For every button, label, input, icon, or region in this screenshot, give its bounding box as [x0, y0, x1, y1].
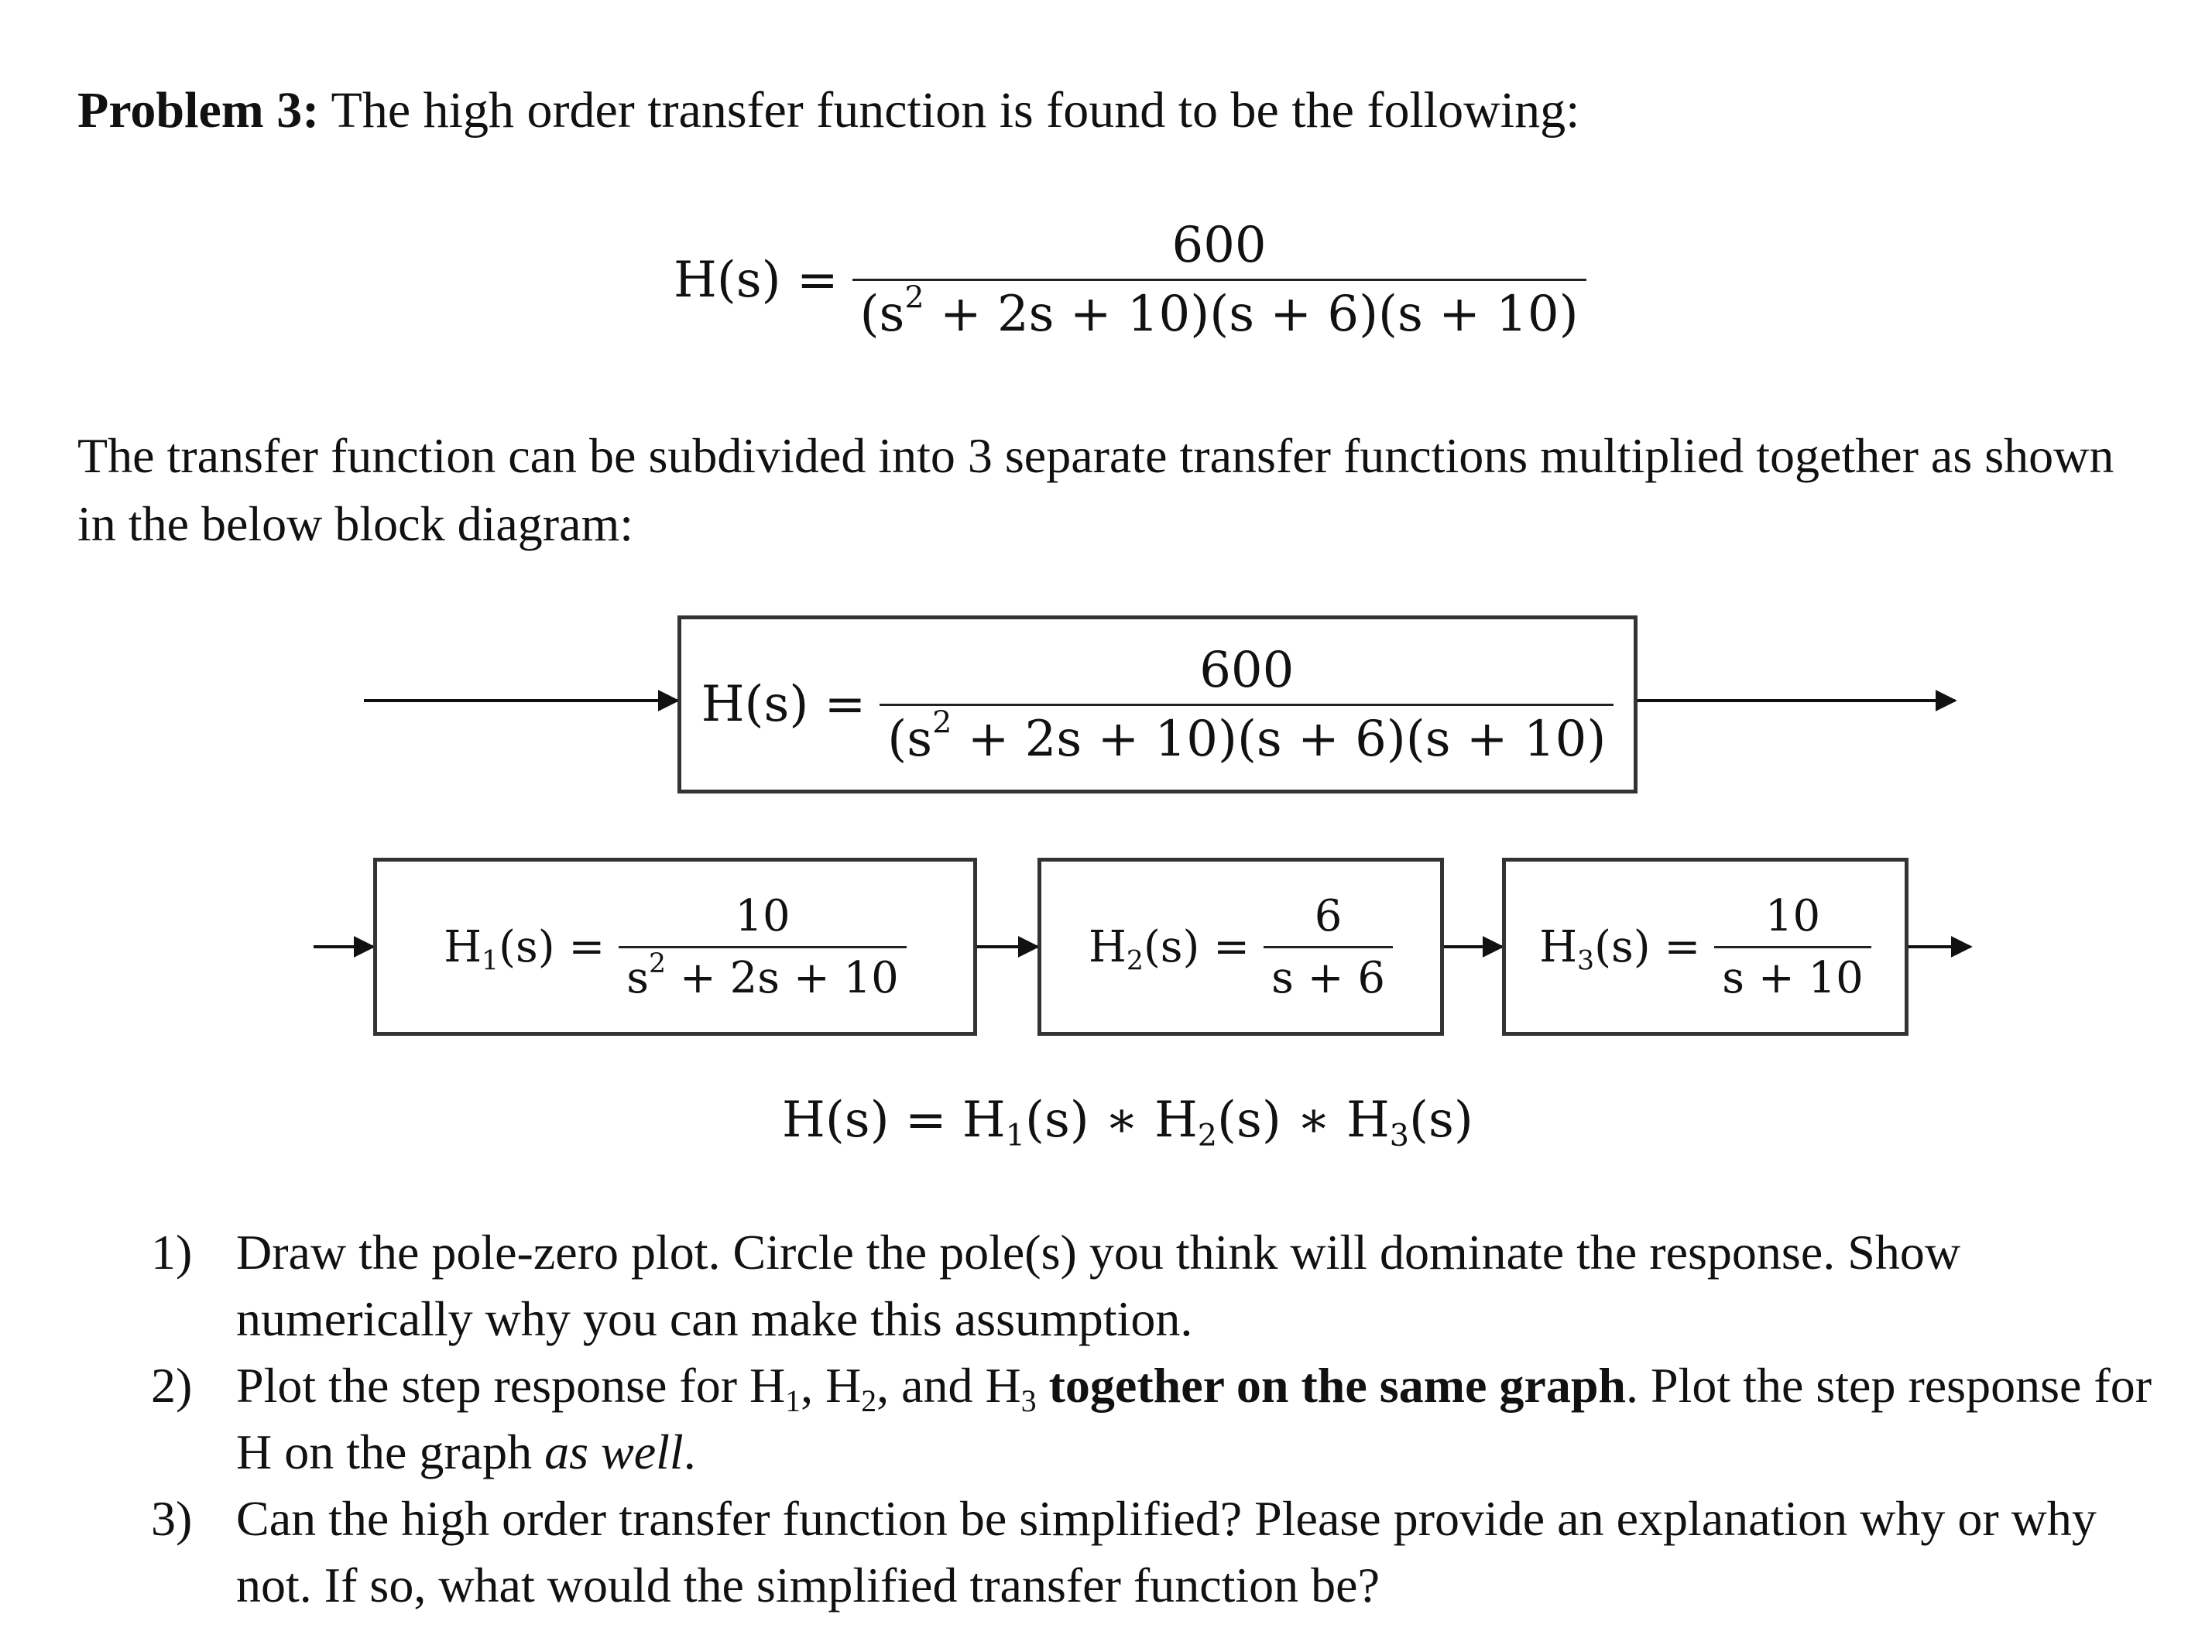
- question-number: 2): [151, 1358, 193, 1413]
- main-eq-lhs: H(s) =: [674, 251, 839, 309]
- h2-block: [1037, 858, 1444, 1036]
- h3-block-fraction: [1714, 891, 1871, 1003]
- h2-block-denominator: s + 6: [1271, 952, 1385, 1003]
- h-block-fraction: [880, 642, 1614, 768]
- h1-block-denominator: $s^2 + 2s + 10$: [626, 948, 899, 1003]
- question-number: 1): [151, 1225, 193, 1280]
- question-text: Plot the step response for $H_1$, $H_2$, and $H_3$ together on the same graph. Plot the step response for H on the graph as well.: [236, 1358, 2152, 1479]
- question-text: Can the high order transfer function be simplified? Please provide an explanation why or why not. If so, what would the simplified transfer function be?: [236, 1491, 2097, 1613]
- h1-block-numerator: 10: [735, 890, 790, 941]
- question-number: 3): [151, 1491, 193, 1546]
- h-block: [677, 615, 1638, 793]
- h2-block-lhs: $H_2(s)$ =: [1089, 921, 1250, 976]
- h-block-numerator: 600: [1199, 641, 1295, 699]
- question-item-1: [151, 1219, 2179, 1352]
- h1-block: [373, 858, 977, 1036]
- product-equation: $H(s) = H_1(s)$ ∗ $H_2(s)$ ∗ $H_3(s)$: [782, 1092, 1473, 1153]
- h3-block-lhs: $H_3(s)$ =: [1539, 921, 1701, 976]
- question-text: Draw the pole-zero plot. Circle the pole(s) you think will dominate the response. Show numerically why you can make this assumption.: [236, 1225, 1961, 1346]
- h-block-denominator: $(s^2 + 2s + 10)(s + 6)(s + 10)$: [887, 704, 1607, 768]
- h3-block-denominator: s + 10: [1722, 952, 1864, 1003]
- h-block-lhs: H(s) =: [701, 676, 866, 733]
- question-list: [151, 1219, 2179, 1619]
- h3-block: [1502, 858, 1908, 1036]
- h2-block-numerator: 6: [1314, 890, 1343, 941]
- h2-block-fraction: [1264, 891, 1393, 1003]
- problem-label: Problem 3:: [77, 82, 320, 139]
- intro-paragraph: The transfer function can be subdivided into 3 separate transfer functions multiplied together as shown in the below block diagram:: [77, 428, 2114, 551]
- problem-intro-text: The high order transfer function is found to be the following:: [319, 82, 1580, 139]
- question-item-2: [151, 1352, 2179, 1486]
- h3-block-numerator: 10: [1764, 890, 1821, 941]
- h1-block-lhs: $H_1(s)$ =: [444, 921, 605, 976]
- h1-block-fraction: [619, 891, 907, 1003]
- main-eq-denominator: $(s^2 + 2s + 10)(s + 6)(s + 10)$: [859, 279, 1579, 343]
- question-item-3: [151, 1486, 2179, 1619]
- main-eq-numerator: 600: [1171, 217, 1267, 274]
